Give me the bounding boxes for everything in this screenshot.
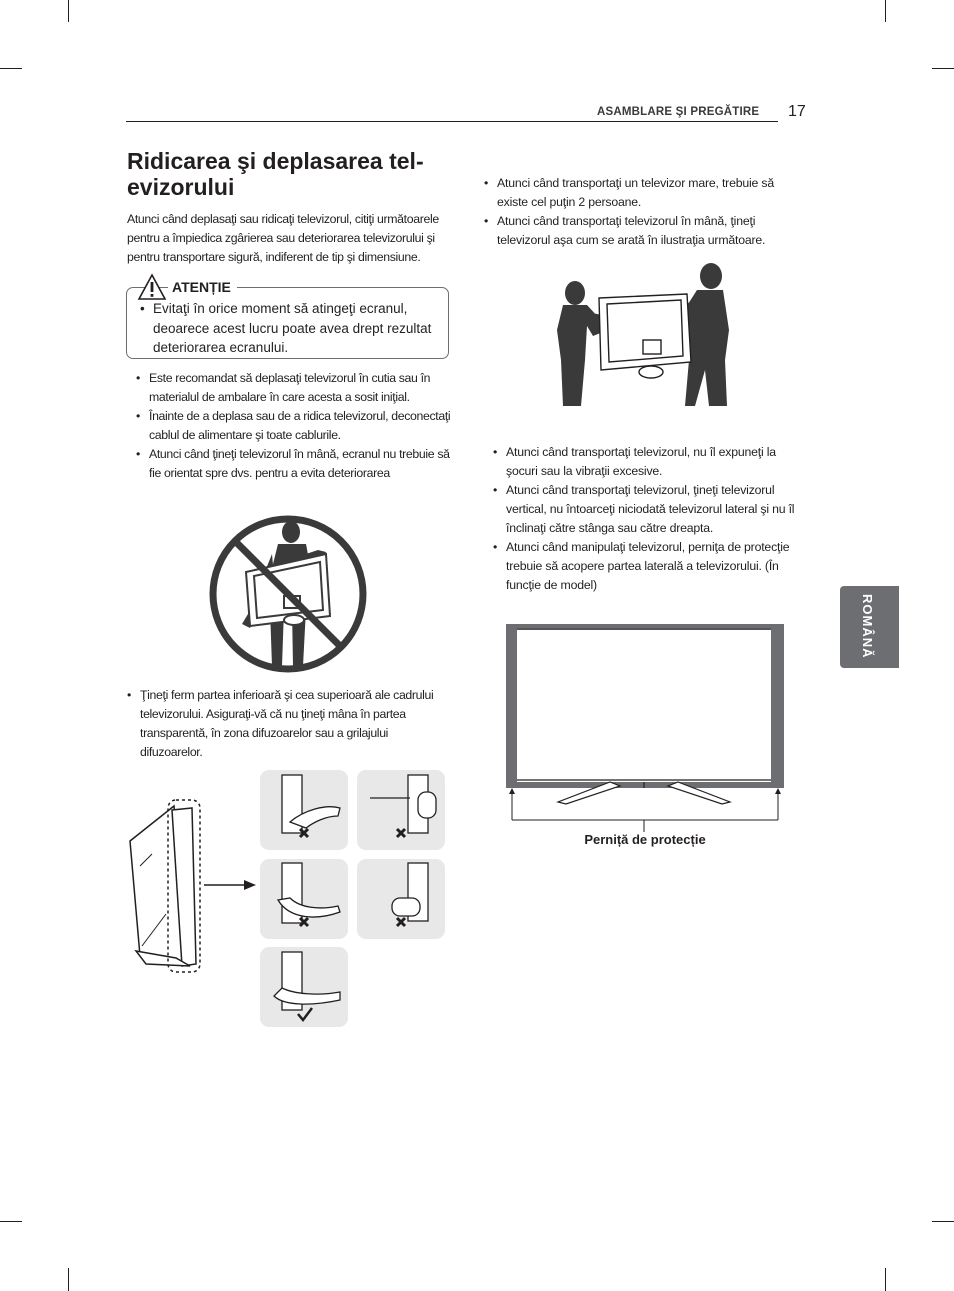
figure-caption: Perniță de protecție	[584, 832, 706, 847]
list-item: • Atunci când transportaţi un televizor mare, trebuie să existe cel puţin 2 persoane.	[484, 174, 804, 212]
language-tab	[840, 586, 899, 668]
header-section: ASAMBLARE ŞI PREGĂTIRE	[597, 106, 760, 118]
left-bullet-list	[136, 369, 452, 483]
list-item: • Este recomandat să deplasaţi televizorul în cutia sau în materialul de ambalare în care acesta a sosit iniţial.	[136, 369, 452, 407]
list-item: • Atunci când transportaţi televizorul, ţineţi televizorul vertical, nu întoarceţi niciodată televizorul lateral şi nu îl înclinaţi către stânga sau către dreapta.	[493, 481, 805, 538]
tv-side-view-illustration	[126, 796, 258, 976]
language-tab-label: ROMÂNĂ	[860, 594, 875, 659]
tv-protective-cushion-illustration	[500, 620, 790, 835]
list-item: • Ţineţi ferm partea inferioară şi cea superioară ale cadrului televizorului. Asiguraţi-vă că nu ţineţi mâna în partea transparentă, în zona difuzoarelor sau a grilajului difuzoarelor.	[127, 686, 437, 762]
list-item: • Atunci când ţineţi televizorul în mână, ecranul nu trebuie să fie orientat spre dvs. pentru a evita deteriorarea	[136, 445, 452, 483]
left-bullet-list-2	[127, 686, 437, 762]
crop-mark	[932, 1221, 954, 1222]
right-bullet-list-1	[484, 174, 804, 250]
grip-illustrations	[260, 770, 446, 1028]
list-item: • Atunci când manipulaţi televizorul, perniţa de protecţie trebuie să acopere partea laterală a televizorului. (În funcţie de model)	[493, 538, 805, 595]
crop-mark	[885, 1268, 886, 1291]
list-item: • Atunci când transportaţi televizorul în mână, ţineţi televizorul aşa cum se arată în ilustraţia următoare.	[484, 212, 804, 250]
warning-triangle-icon	[137, 273, 167, 301]
header-rule	[126, 121, 778, 122]
caution-item: • Evitaţi în orice moment să atingeţi ecranul, deoarece acest lucru poate avea drept rezultat deteriorarea ecranului.	[140, 299, 440, 358]
crop-mark	[68, 1268, 69, 1291]
intro-paragraph: Atunci când deplasaţi sau ridicaţi televizorul, citiţi următoarele pentru a împiedica zgârierea sau deteriorarea televizorului şi pentru transportare sigură, indiferent de tip şi dimensiune.	[127, 212, 439, 264]
list-item: • Înainte de a deplasa sau de a ridica televizorul, deconectaţi cablul de alimentare şi toate cablurile.	[136, 407, 452, 445]
page-title	[127, 148, 457, 200]
prohibited-carry-illustration	[208, 514, 368, 674]
crop-mark	[885, 0, 886, 22]
crop-mark	[0, 1221, 22, 1222]
list-item: • Atunci când transportaţi televizorul, nu îl expuneţi la şocuri sau la vibraţii excesive.	[493, 443, 805, 481]
page-title-text: Ridicarea şi deplasarea tel- evizorului	[127, 148, 424, 200]
crop-mark	[68, 0, 69, 22]
right-bullet-list-2	[493, 443, 805, 595]
caution-list	[140, 299, 440, 358]
page-number: 17	[788, 103, 806, 120]
caution-title: ATENȚIE	[168, 279, 237, 295]
crop-mark	[932, 68, 954, 69]
two-people-carry-illustration	[555, 260, 735, 410]
crop-mark	[0, 68, 22, 69]
